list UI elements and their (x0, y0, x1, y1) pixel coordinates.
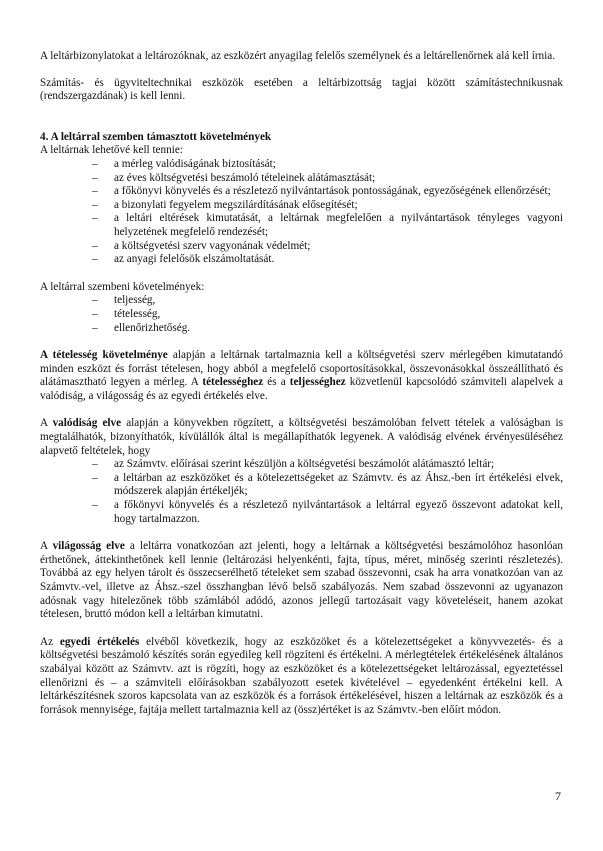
paragraph-reality: A valódiság elve alapján a könyvekben rögzített, a költségvetési beszámolóban felvett tételek a valóságban is megtalálhatók, bizonyíthatók, kívülállók által is megállapíthatók legyenek. A valódiság elvének érvényesüléséhez alapvető feltételek, hogy (40, 417, 563, 457)
list-item: – a főkönyvi könyvelés és a részletező nyilvántartások pontosságának, egyezőségének ellenőrzését; (92, 185, 563, 199)
bold-term: valódiság elve (52, 417, 122, 430)
list-item: – az éves költségvetési beszámoló tételeinek alátámasztását; (92, 172, 563, 186)
list-item: – a bizonylati fegyelem megszilárdításának elősegítését; (92, 199, 563, 213)
list-item: – a leltári eltérések kimutatását, a leltárnak megfelelően a nyilvántartások tényleges vagyoni helyzetének megfelelő rendezését; (92, 212, 563, 239)
list-item: – tételesség, (92, 308, 563, 322)
section-intro: A leltárnak lehetővé kell tennie: (40, 144, 183, 157)
bold-term: egyedi értékelés (59, 635, 140, 648)
bold-term: tételességhez (202, 376, 264, 389)
bold-term: A tételesség követelménye (40, 349, 168, 362)
paragraph-individual-valuation: Az egyedi értékelés elvéből következik, hogy az eszközöket és a kötelezettségeket a könyvvezetés- és a költségvetési beszámoló készítés során egyedileg kell rögzíteni és értékelni. A mérlegtételek értékelésének általános szabályai között az Számvtv. azt is rögzíti, hogy az eszközöket és a kötelezettségeket leltározással, egyeztetéssel ellenőrizni és – a számviteli előírásokban szabályozott esetek kivételével – egyedenként értékelni kell. A leltárkészítésnek szoros kapcsolata van az eszközök és a források értékelésével, hiszen a leltárnak az eszközök és a források mennyisége, fajtája mellett tartalmaznia kell az (össz)értéket is az Számvtv.-ben előírt módon. (40, 635, 564, 716)
section-heading: 4. A leltárral szemben támasztott követelmények (40, 130, 272, 143)
paragraph-itemization: A tételesség követelménye alapján a leltárnak tartalmaznia kell a költségvetési szerv mérlegében kimutatandó minden eszközt és forrást tételesen, hogy abból a megfelelő csoportosításokkal, összevonásokkal összeállítható és alátámasztható legyen a mérleg. A tételességhez és a teljességhez közvetlenül kapcsolódó számviteli alapelvek a valódiság, a világosság és az egyedi értékelés elve. (40, 349, 563, 402)
paragraph-it-assets: Számítás- és ügyviteltechnikai eszközök esetében a leltárbizottság tagjai között számítástechnikusnak (rendszergazdának) is kell lenni. (40, 76, 563, 103)
list-item: – ellenőrizhetőség. (92, 322, 563, 336)
list-item: – a főkönyvi könyvelés és a részletező nyilvántartások a leltárral egyező összevont adatokat kell, hogy tartalmazzon. (92, 499, 563, 526)
requirements-list (40, 158, 563, 267)
criteria-intro: A leltárral szembeni követelmények: (40, 280, 205, 293)
list-item: – a leltárban az eszközöket és a kötelezettségeket az Számvtv. és az Áhsz.-ben írt értékelési elvek, módszerek alapján értékeljék; (92, 472, 563, 499)
list-item: – az Számvtv. előírásai szerint készüljön a költségvetési beszámolót alátámasztó leltár; (92, 458, 563, 472)
paragraph-signatures: A leltárbizonylatokat a leltározóknak, az eszközért anyagilag felelős személynek és a leltárellenőrnek alá kell írnia. (40, 50, 556, 62)
paragraph-clarity: A világosság elve a leltárra vonatkozóan azt jelenti, hogy a leltárnak a költségvetési beszámolóhoz hasonlóan érthetőnek, áttekinthetőnek kell lennie (leltározási helyenkénti, fajta, típus, méret, minőség szerinti részletezés). Továbbá az egy helyen tárolt és összecserélhető tételeket sem szabad összevonni, csak ha arra vonatkozóan van az Számvtv.-vel, illetve az Áhsz.-szel összhangban lévő belső szabályozás. Nem szabad összevonni az ugyanazon adósnak vagy hitelezőnek több számlából adódó, azonos jellegű tartozásait vagy követeléseit, hanem azokat tételesen, bruttó módon kell a leltárban kimutatni. (40, 540, 563, 621)
criteria-list (40, 294, 563, 335)
list-item: – a mérleg valódiságának biztosítását; (92, 158, 563, 172)
list-item: – a költségvetési szerv vagyonának védelmét; (92, 240, 563, 254)
reality-list (40, 458, 563, 526)
list-item: – teljesség, (92, 294, 563, 308)
bold-term: teljességhez (289, 376, 346, 389)
bold-term: világosság elve (52, 540, 125, 553)
list-item: – az anyagi felelősök elszámoltatását. (92, 253, 563, 267)
page-number: 7 (555, 789, 561, 803)
